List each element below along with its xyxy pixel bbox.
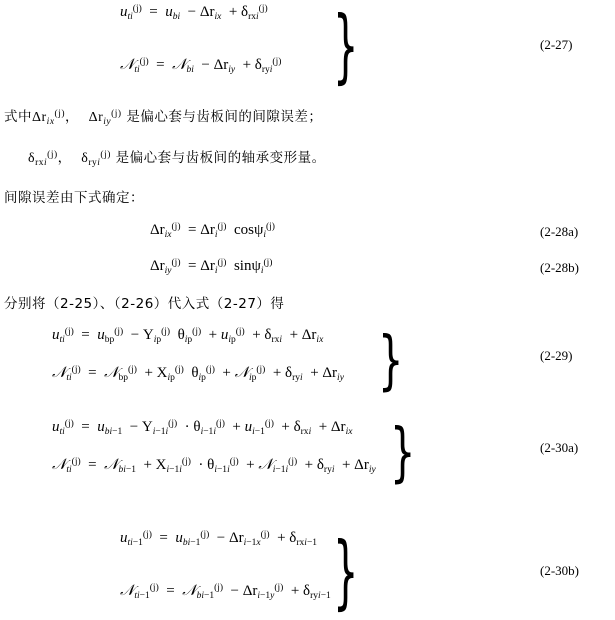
equation-number-2-27: (2-27) xyxy=(540,37,573,52)
brace-equation-2-30a: } xyxy=(390,416,416,490)
text-line-delta: $\delta_{rxi}^{(j)}$， $\delta_{ryi}^{(j)}$ 是偏心套与齿板间的轴承变形量。 xyxy=(28,150,326,169)
brace-equation-2-30b: } xyxy=(333,527,359,619)
equation-number-2-28a: (2-28a) xyxy=(540,224,579,239)
equation-2-27-line2: 𝒩$_{ti}^{(j)}$ = 𝒩$_{bi}$ − $\Delta r_{iy} + \delta_{ryi}^{(j)}$ xyxy=(120,55,282,76)
brace-equation-2-27: } xyxy=(333,1,359,93)
equation-number-2-28b: (2-28b) xyxy=(540,260,579,275)
equation-2-27-line1: $u_{ti}^{(j)} = u_{bi} - \Delta r_{ix} + \delta_{rxi}^{(j)}$ xyxy=(120,4,268,23)
equation-2-28b: $\Delta r_{iy}^{(j)} = \Delta r_i^{(j)}$ sinψ$_i^{(j)}$ xyxy=(150,258,273,277)
text-line-substitute: 分别将（2-25）、（2-26）代入式（2-27）得 xyxy=(4,296,285,312)
text-line-gap: 间隙误差由下式确定： xyxy=(4,190,144,206)
equation-number-2-30b: (2-30b) xyxy=(540,563,579,578)
equation-2-30a-line1: $u_{ti}^{(j)} = u_{bi-1} - Y_{i-1i}^{(j)} \cdot \theta_{i-1i}^{(j)} + u_{i-1}^{(j)} + \delta_{rxi} + \Delta r_{ix}$ xyxy=(52,419,353,438)
equation-2-30b-line2: 𝒩$_{ti-1}^{(j)}$ = 𝒩$_{bi-1}^{(j)}$ − $\Delta r_{i-1y}^{(j)} + \delta_{ryi-1}$ xyxy=(120,581,331,602)
equation-2-29-line1: $u_{ti}^{(j)} = u_{bp}^{(j)} - Y_{ip}^{(j)}$ $\theta_{ip}^{(j)} + u_{ip}^{(j)} + \delta_{rxi} + \Delta r_{ix}$ xyxy=(52,327,324,346)
text-line-shizhong: 式中$\Delta r_{ix}^{(j)}$， $\Delta r_{iy}^{(j)}$ 是偏心套与齿板间的间隙误差； xyxy=(4,109,323,128)
brace-equation-2-29: } xyxy=(378,324,404,398)
equation-number-2-29: (2-29) xyxy=(540,348,573,363)
equation-2-28a: $\Delta r_{ix}^{(j)} = \Delta r_i^{(j)}$ cosψ$_i^{(j)}$ xyxy=(150,222,275,241)
equation-2-29-line2: 𝒩$_{ti}^{(j)}$ = 𝒩$_{bp}^{(j)}$ + $X_{ip}^{(j)}$ $\theta_{ip}^{(j)}$ + 𝒩$_{ip}^{(j)}$ + $\delta_{ryi} + \Delta r_{iy}$ xyxy=(52,363,344,384)
equation-2-30a-line2: 𝒩$_{ti}^{(j)}$ = 𝒩$_{bi-1}$ + $X_{i-1i}^{(j)} \cdot \theta_{i-1i}^{(j)}$ + 𝒩$_{i-1i}^{(j)}$ + $\delta_{ryi} + \Delta r_{iy}$ xyxy=(52,455,376,476)
equation-number-2-30a: (2-30a) xyxy=(540,440,579,455)
equation-2-30b-line1: $u_{ti-1}^{(j)} = u_{bi-1}^{(j)} - \Delta r_{i-1x}^{(j)} + \delta_{rxi-1}$ xyxy=(120,530,318,549)
